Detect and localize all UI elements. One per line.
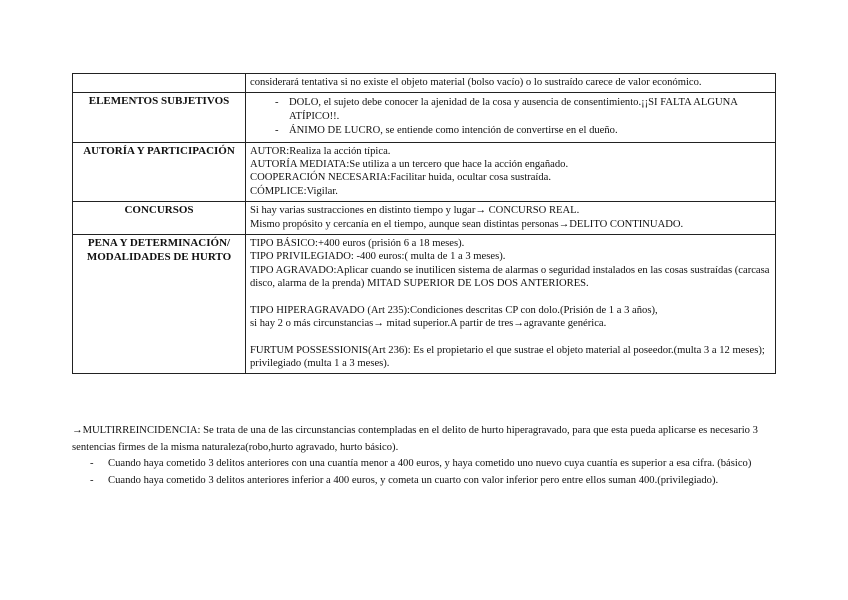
content-line: COOPERACIÓN NECESARIA:Facilitar huida, ocultar cosa sustraída. <box>250 172 551 184</box>
table-row <box>73 93 776 142</box>
multireincidence-list <box>72 456 780 489</box>
row-label-penalty: PENA Y DETERMINACIÓN/ MODALIDADES DE HURTO <box>73 235 246 374</box>
row-content <box>246 93 776 142</box>
multireincidence-section <box>72 423 780 489</box>
content-line: AUTOR:Realiza la acción típica. <box>250 145 391 157</box>
row-content <box>246 142 776 202</box>
row-label-empty <box>73 74 246 93</box>
content-line: CÓMPLICE:Vigilar. <box>250 185 338 197</box>
list-item: - DOLO, el sujeto debe conocer la ajenidad de la cosa y ausencia de consentimiento.¡¡SI FALTA ALGUNA ATÍPICO!!. <box>275 96 771 123</box>
content-line: Mismo propósito y cercanía en el tiempo, aunque sean distintas personas→DELITO CONTINUADO. <box>250 218 684 230</box>
table-row <box>73 74 776 93</box>
content-line: considerará tentativa si no existe el objeto material (bolso vacío) o lo sustraído carece de valor económico. <box>250 77 702 88</box>
row-label-concursos: CONCURSOS <box>73 202 246 235</box>
multireincidence-paragraph: →MULTIRREINCIDENCIA: Se trata de una de las circunstancias contempladas en el delito de hurto hiperagravado, para que esta pueda aplicarse es necesario 3 sentencias firmes de la misma naturaleza(robo,hurto agravado, hurto básico). <box>72 425 758 453</box>
table-row <box>73 235 776 374</box>
row-label-subjective: ELEMENTOS SUBJETIVOS <box>73 93 246 142</box>
summary-table <box>72 73 776 374</box>
row-content <box>246 74 776 93</box>
spacer <box>250 291 771 304</box>
list-item: - ÁNIMO DE LUCRO, se entiende como intención de convertirse en el dueño. <box>275 124 771 137</box>
content-line: TIPO AGRAVADO:Aplicar cuando se inutilicen sistema de alarmas o seguridad instalados en las cosas sustraídas (carcasa disco, alarma de la prenda) MITAD SUPERIOR DE LOS DOS ANTERIORES. <box>250 264 770 290</box>
row-content <box>246 235 776 374</box>
spacer <box>250 331 771 344</box>
row-label-authorship: AUTORÍA Y PARTICIPACIÓN <box>73 142 246 202</box>
table-row <box>73 202 776 235</box>
subjective-list <box>250 96 771 137</box>
list-item: - Cuando haya cometido 3 delitos anteriores con una cuantía menor a 400 euros, y haya cometido uno nuevo cuya cuantía es superior a esa cifra. (básico) <box>90 456 780 473</box>
row-content <box>246 202 776 235</box>
list-item: - Cuando haya cometido 3 delitos anteriores inferior a 400 euros, y cometa un cuarto con valor inferior pero entre ellos suman 400.(privilegiado). <box>90 473 780 490</box>
content-line: Si hay varias sustracciones en distinto tiempo y lugar→ CONCURSO REAL. <box>250 205 580 217</box>
content-line: TIPO PRIVILEGIADO: -400 euros:( multa de 1 a 3 meses). <box>250 251 506 263</box>
content-line: FURTUM POSSESSIONIS(Art 236): Es el propietario el que sustrae el objeto material al poseedor.(multa 3 a 12 meses); privilegiado (multa 1 a 3 meses). <box>250 344 765 369</box>
content-line: si hay 2 o más circunstancias→ mitad superior.A partir de tres→agravante genérica. <box>250 318 607 330</box>
content-line: AUTORÍA MEDIATA:Se utiliza a un tercero que hace la acción engañado. <box>250 159 569 171</box>
table-row <box>73 142 776 202</box>
content-line: TIPO BÁSICO:+400 euros (prisión 6 a 18 meses). <box>250 238 465 250</box>
content-line: TIPO HIPERAGRAVADO (Art 235):Condiciones descritas CP con dolo.(Prisión de 1 a 3 años), <box>250 304 658 316</box>
